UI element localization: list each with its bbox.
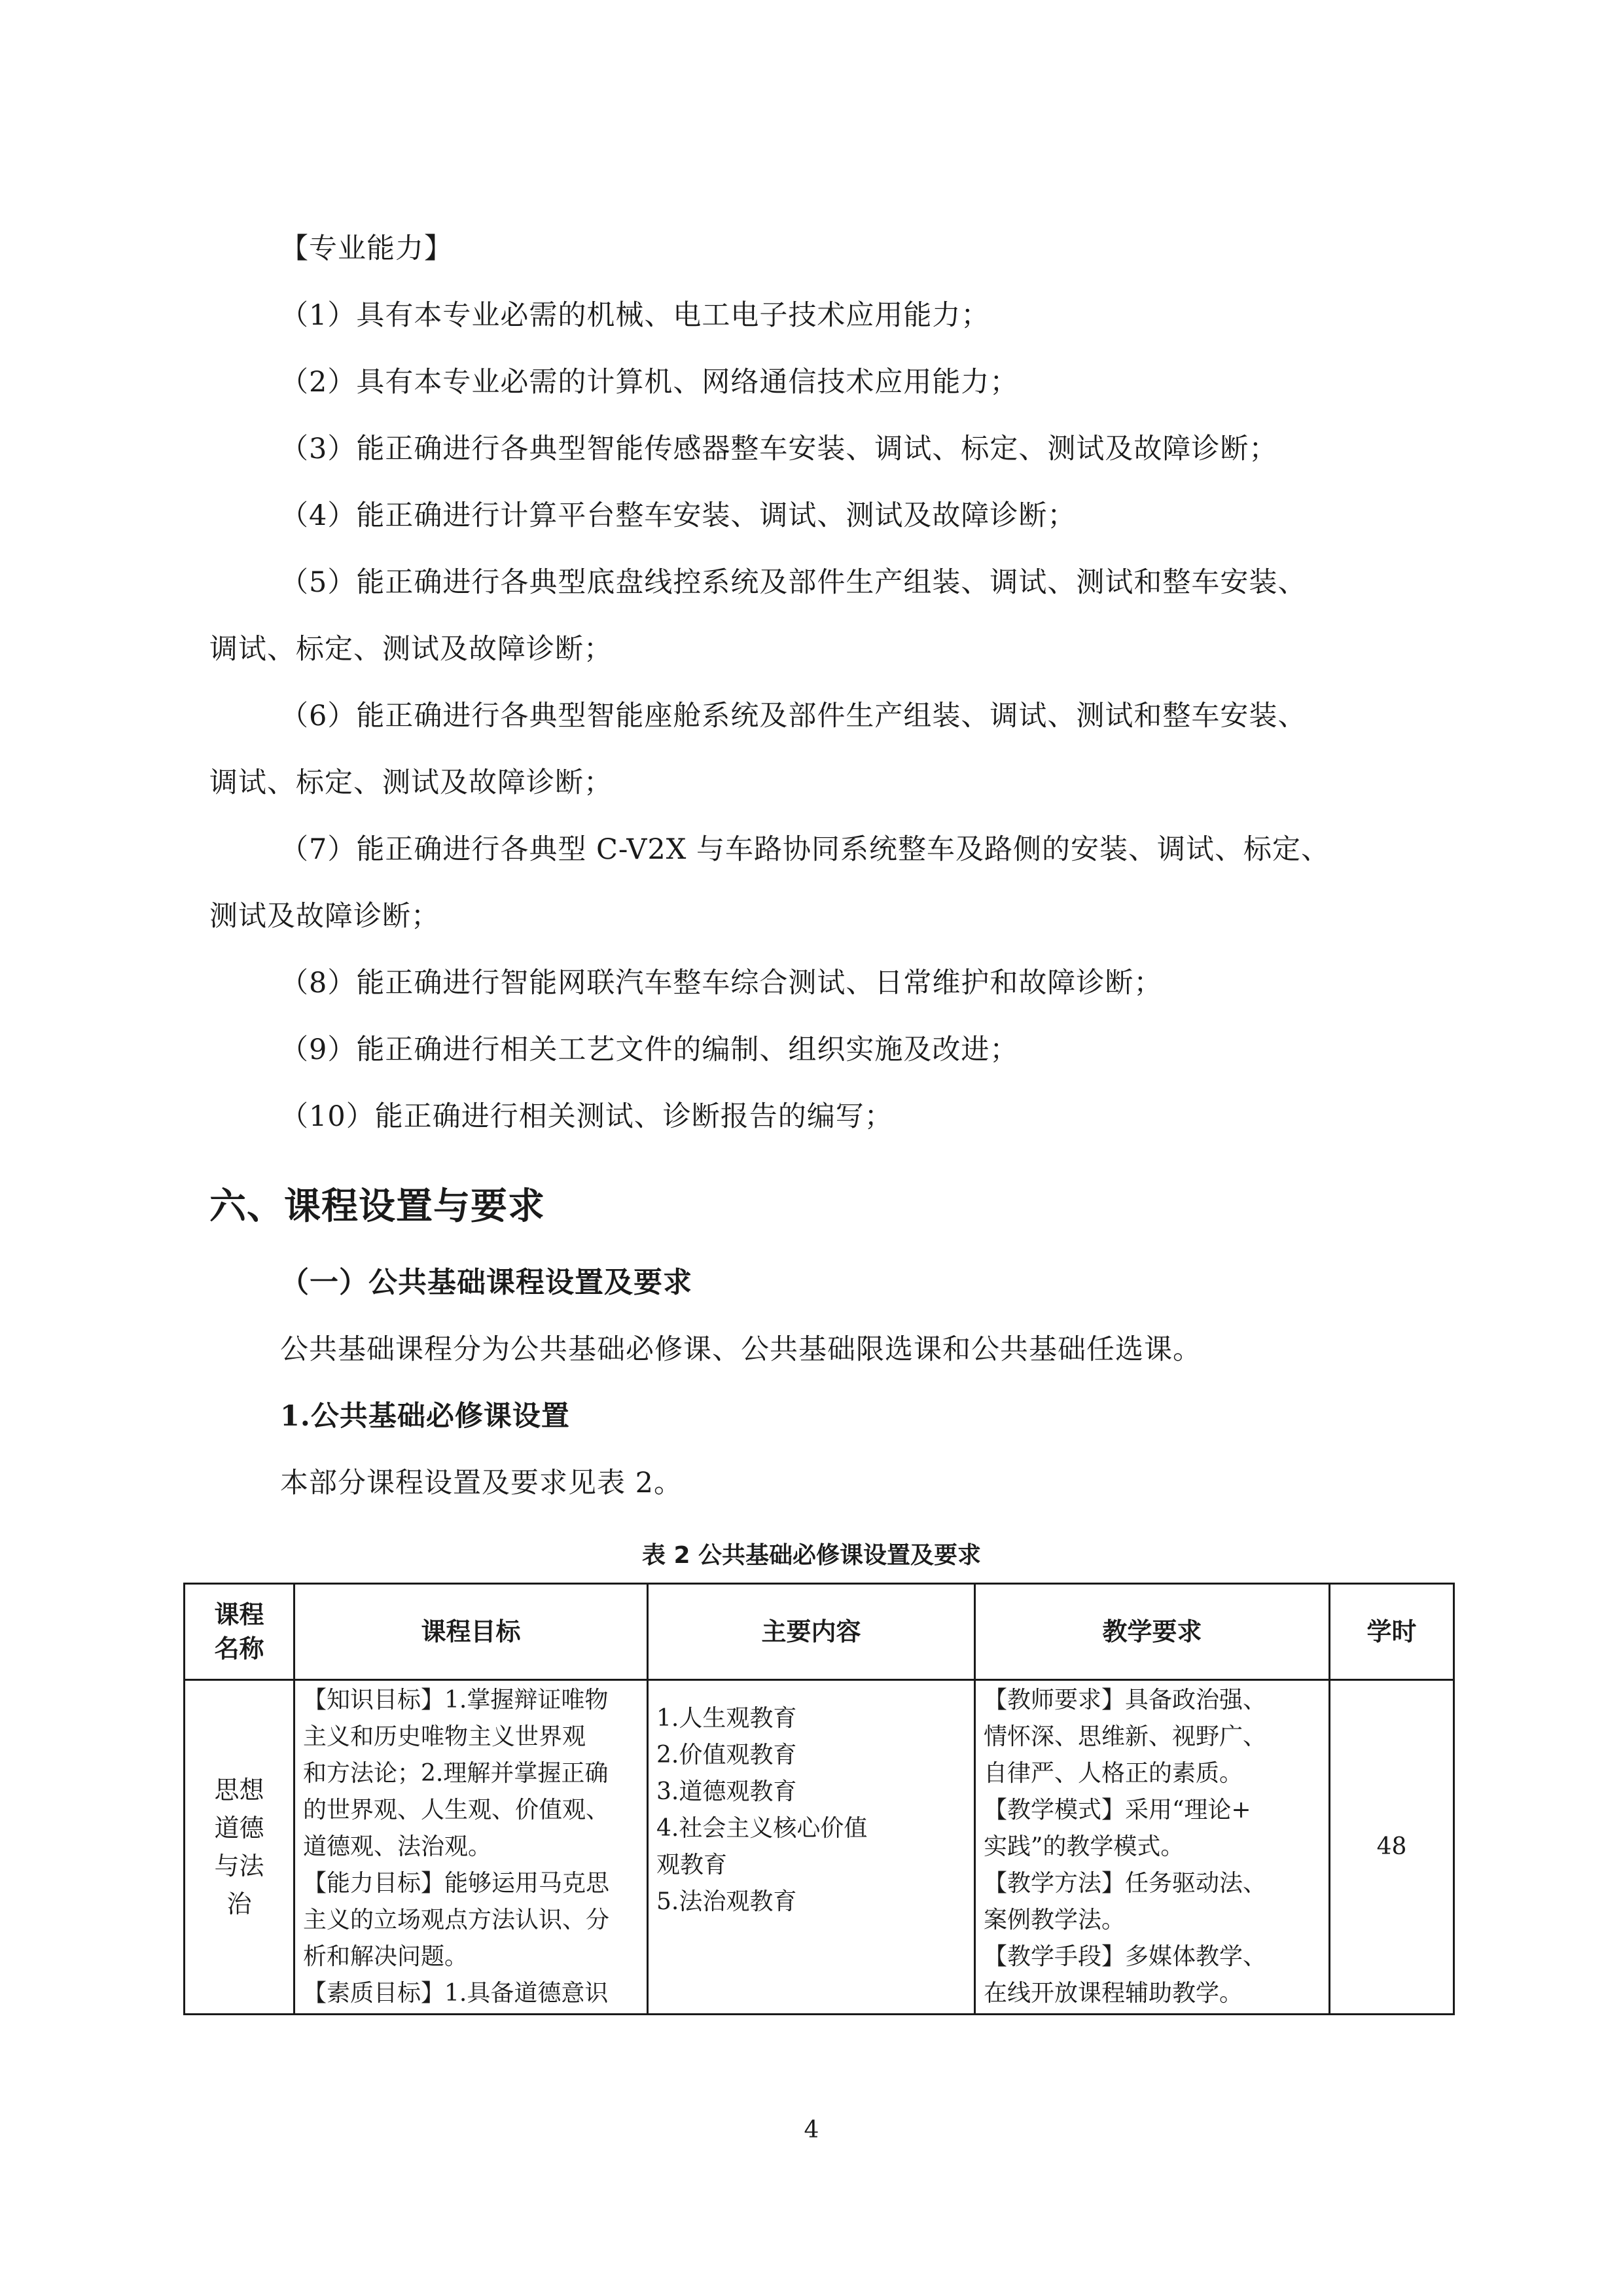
subsection-heading: （一）公共基础课程设置及要求: [280, 1266, 692, 1299]
cell-course-name: 思想 道德 与法 治: [185, 1680, 294, 2015]
table-row: [185, 1680, 1454, 2015]
header-course-name: 课程 名称: [185, 1584, 294, 1680]
header-teaching-requirements: 教学要求: [975, 1584, 1330, 1680]
course-table: [183, 1583, 1455, 2015]
list-item-continuation: 调试、标定、测试及故障诊断；: [209, 633, 613, 666]
subsubsection-heading: 1.公共基础必修课设置: [280, 1400, 570, 1433]
list-item: （4）能正确进行计算平台整车安装、调试、测试及故障诊断；: [280, 499, 1077, 532]
list-item: （3）能正确进行各典型智能传感器整车安装、调试、标定、测试及故障诊断；: [280, 433, 1278, 465]
table-header-row: [185, 1584, 1454, 1680]
paragraph: 公共基础课程分为公共基础必修课、公共基础限选课和公共基础任选课。: [280, 1333, 1202, 1366]
cell-main-content: 1.人生观教育 2.价值观教育 3.道德观教育 4.社会主义核心价值 观教育 5.法治观教育: [648, 1680, 975, 2015]
list-item-continuation: 测试及故障诊断；: [209, 900, 440, 933]
cell-teaching-requirements: 【教师要求】具备政治强、 情怀深、思维新、视野广、 自律严、人格正的素质。 【教学模式】采用“理论+ 实践”的教学模式。 【教学方法】任务驱动法、 案例教学法。 【教学手段】多媒体教学、 在线开放课程辅助教学。: [975, 1680, 1330, 2015]
paragraph: 本部分课程设置及要求见表 2。: [280, 1467, 683, 1499]
cell-course-goals: 【知识目标】1.掌握辩证唯物 主义和历史唯物主义世界观 和方法论；2.理解并掌握正确 的世界观、人生观、价值观、 道德观、法治观。 【能力目标】能够运用马克思 主义的立场观点方法认识、分 析和解决问题。 【素质目标】1.具备道德意识: [294, 1680, 648, 2015]
cell-hours: 48: [1330, 1680, 1454, 2015]
table-caption: 表 2 公共基础必修课设置及要求: [641, 1542, 982, 1569]
list-item: （5）能正确进行各典型底盘线控系统及部件生产组装、调试、测试和整车安装、: [280, 566, 1307, 599]
list-item: （10）能正确进行相关测试、诊断报告的编写；: [280, 1100, 893, 1133]
header-hours: 学时: [1330, 1584, 1454, 1680]
section-label-professional: 【专业能力】: [280, 232, 453, 265]
list-item: （7）能正确进行各典型 C-V2X 与车路协同系统整车及路侧的安装、调试、标定、: [280, 833, 1330, 866]
list-item: （9）能正确进行相关工艺文件的编制、组织实施及改进；: [280, 1033, 1019, 1066]
list-item: （6）能正确进行各典型智能座舱系统及部件生产组装、调试、测试和整车安装、: [280, 700, 1307, 732]
list-item-continuation: 调试、标定、测试及故障诊断；: [209, 766, 613, 799]
list-item: （1）具有本专业必需的机械、电工电子技术应用能力；: [280, 299, 990, 332]
section-heading: 六、课程设置与要求: [209, 1185, 545, 1228]
header-course-goals: 课程目标: [294, 1584, 648, 1680]
header-main-content: 主要内容: [648, 1584, 975, 1680]
list-item: （2）具有本专业必需的计算机、网络通信技术应用能力；: [280, 366, 1019, 399]
list-item: （8）能正确进行智能网联汽车整车综合测试、日常维护和故障诊断；: [280, 967, 1163, 999]
page-number: 4: [804, 2117, 819, 2144]
